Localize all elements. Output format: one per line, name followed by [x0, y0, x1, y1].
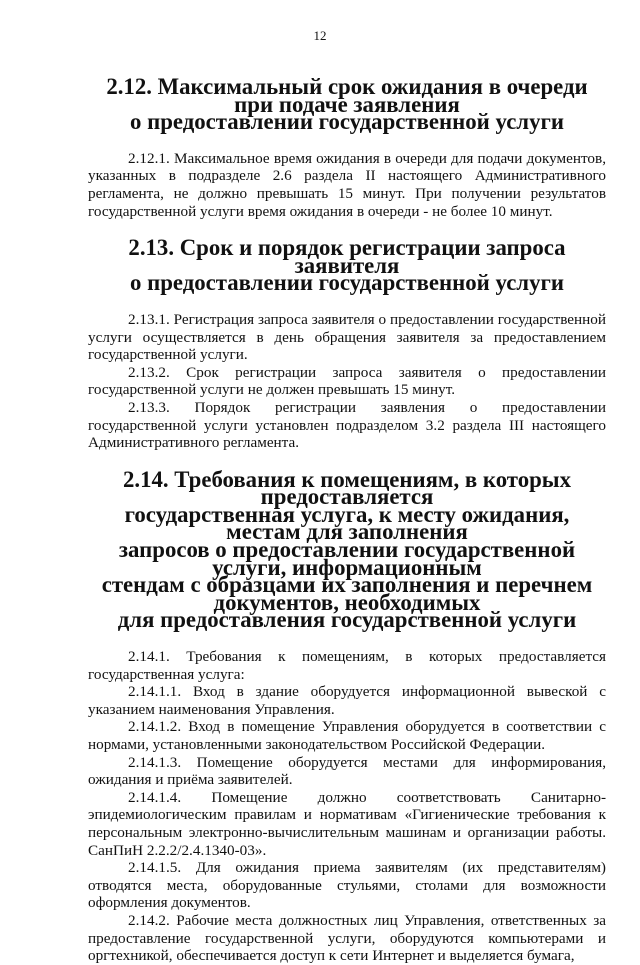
document-body [88, 74, 606, 965]
section-heading-2-13 [88, 235, 606, 296]
heading-line: запросов о предоставлении государственной услуги, информационным [118, 537, 576, 580]
heading-line: для предоставления государственной услуги [117, 607, 577, 633]
paragraph-2-14-1-2: 2.14.1.2. Вход в помещение Управления оборудуется в соответствии с нормами, установленными законодательством Российской Федерации. [88, 718, 606, 753]
heading-line: о предоставлении государственной услуги [130, 109, 564, 135]
paragraph-2-12-1: 2.12.1. Максимальное время ожидания в очереди для подачи документов, указанных в подразделе 2.6 раздела II настоящего Административного регламента, не должно превышать 15 минут. При получении результатов государственной услуги время ожидания в очереди - не более 10 минут. [88, 149, 606, 220]
heading-line: 2.13. Срок и порядок регистрации запроса заявителя [128, 235, 566, 278]
paragraph-2-14-1: 2.14.1. Требования к помещениям, в которых предоставляется государственная услуга: [88, 648, 606, 683]
section-heading-2-14 [88, 466, 606, 633]
paragraph-2-14-1-4: 2.14.1.4. Помещение должно соответствовать Санитарно-эпидемиологическим правилам и нормативам «Гигиенические требования к персональным электронно-вычислительным машинам и организации работы. СанПиН 2.2.2/2.4.1340-03». [88, 788, 606, 859]
paragraph-2-13-1: 2.13.1. Регистрация запроса заявителя о предоставлении государственной услуги осуществляется в день обращения заявителя за предоставлением государственной услуги. [88, 310, 606, 364]
heading-line: 2.14. Требования к помещениям, в которых предоставляется [123, 466, 571, 510]
paragraph-2-14-1-5: 2.14.1.5. Для ожидания приема заявителям (их представителям) отводятся места, оборудованные стульями, столами для возможности оформления документов. [88, 859, 606, 912]
paragraph-2-14-2: 2.14.2. Рабочие места должностных лиц Управления, ответственных за предоставление государственной услуги, оборудуются компьютерами и оргтехникой, обеспечивается доступ к сети Интернет и выделяется бумага, [88, 911, 606, 965]
paragraph-2-13-3: 2.13.3. Порядок регистрации заявления о предоставлении государственной услуги установлен подразделом 3.2 раздела III настоящего Административного регламента. [88, 398, 606, 452]
page-number: 12 [313, 28, 327, 43]
section-heading-2-12 [88, 74, 606, 135]
paragraph-2-13-2: 2.13.2. Срок регистрации запроса заявителя о предоставлении государственной услуги не должен превышать 15 минут. [88, 363, 606, 399]
heading-line: стендам с образцами их заполнения и перечнем документов, необходимых [101, 572, 593, 615]
paragraph-2-14-1-3: 2.14.1.3. Помещение оборудуется местами для информирования, ожидания и приёма заявителей. [88, 753, 606, 789]
heading-line: государственная услуга, к месту ожидания, местам для заполнения [124, 501, 570, 545]
heading-line: 2.12. Максимальный срок ожидания в очереди при подаче заявления [106, 74, 588, 117]
heading-line: о предоставлении государственной услуги [130, 270, 564, 296]
paragraph-2-14-1-1: 2.14.1.1. Вход в здание оборудуется информационной вывеской с указанием наименования Управления. [88, 683, 606, 718]
